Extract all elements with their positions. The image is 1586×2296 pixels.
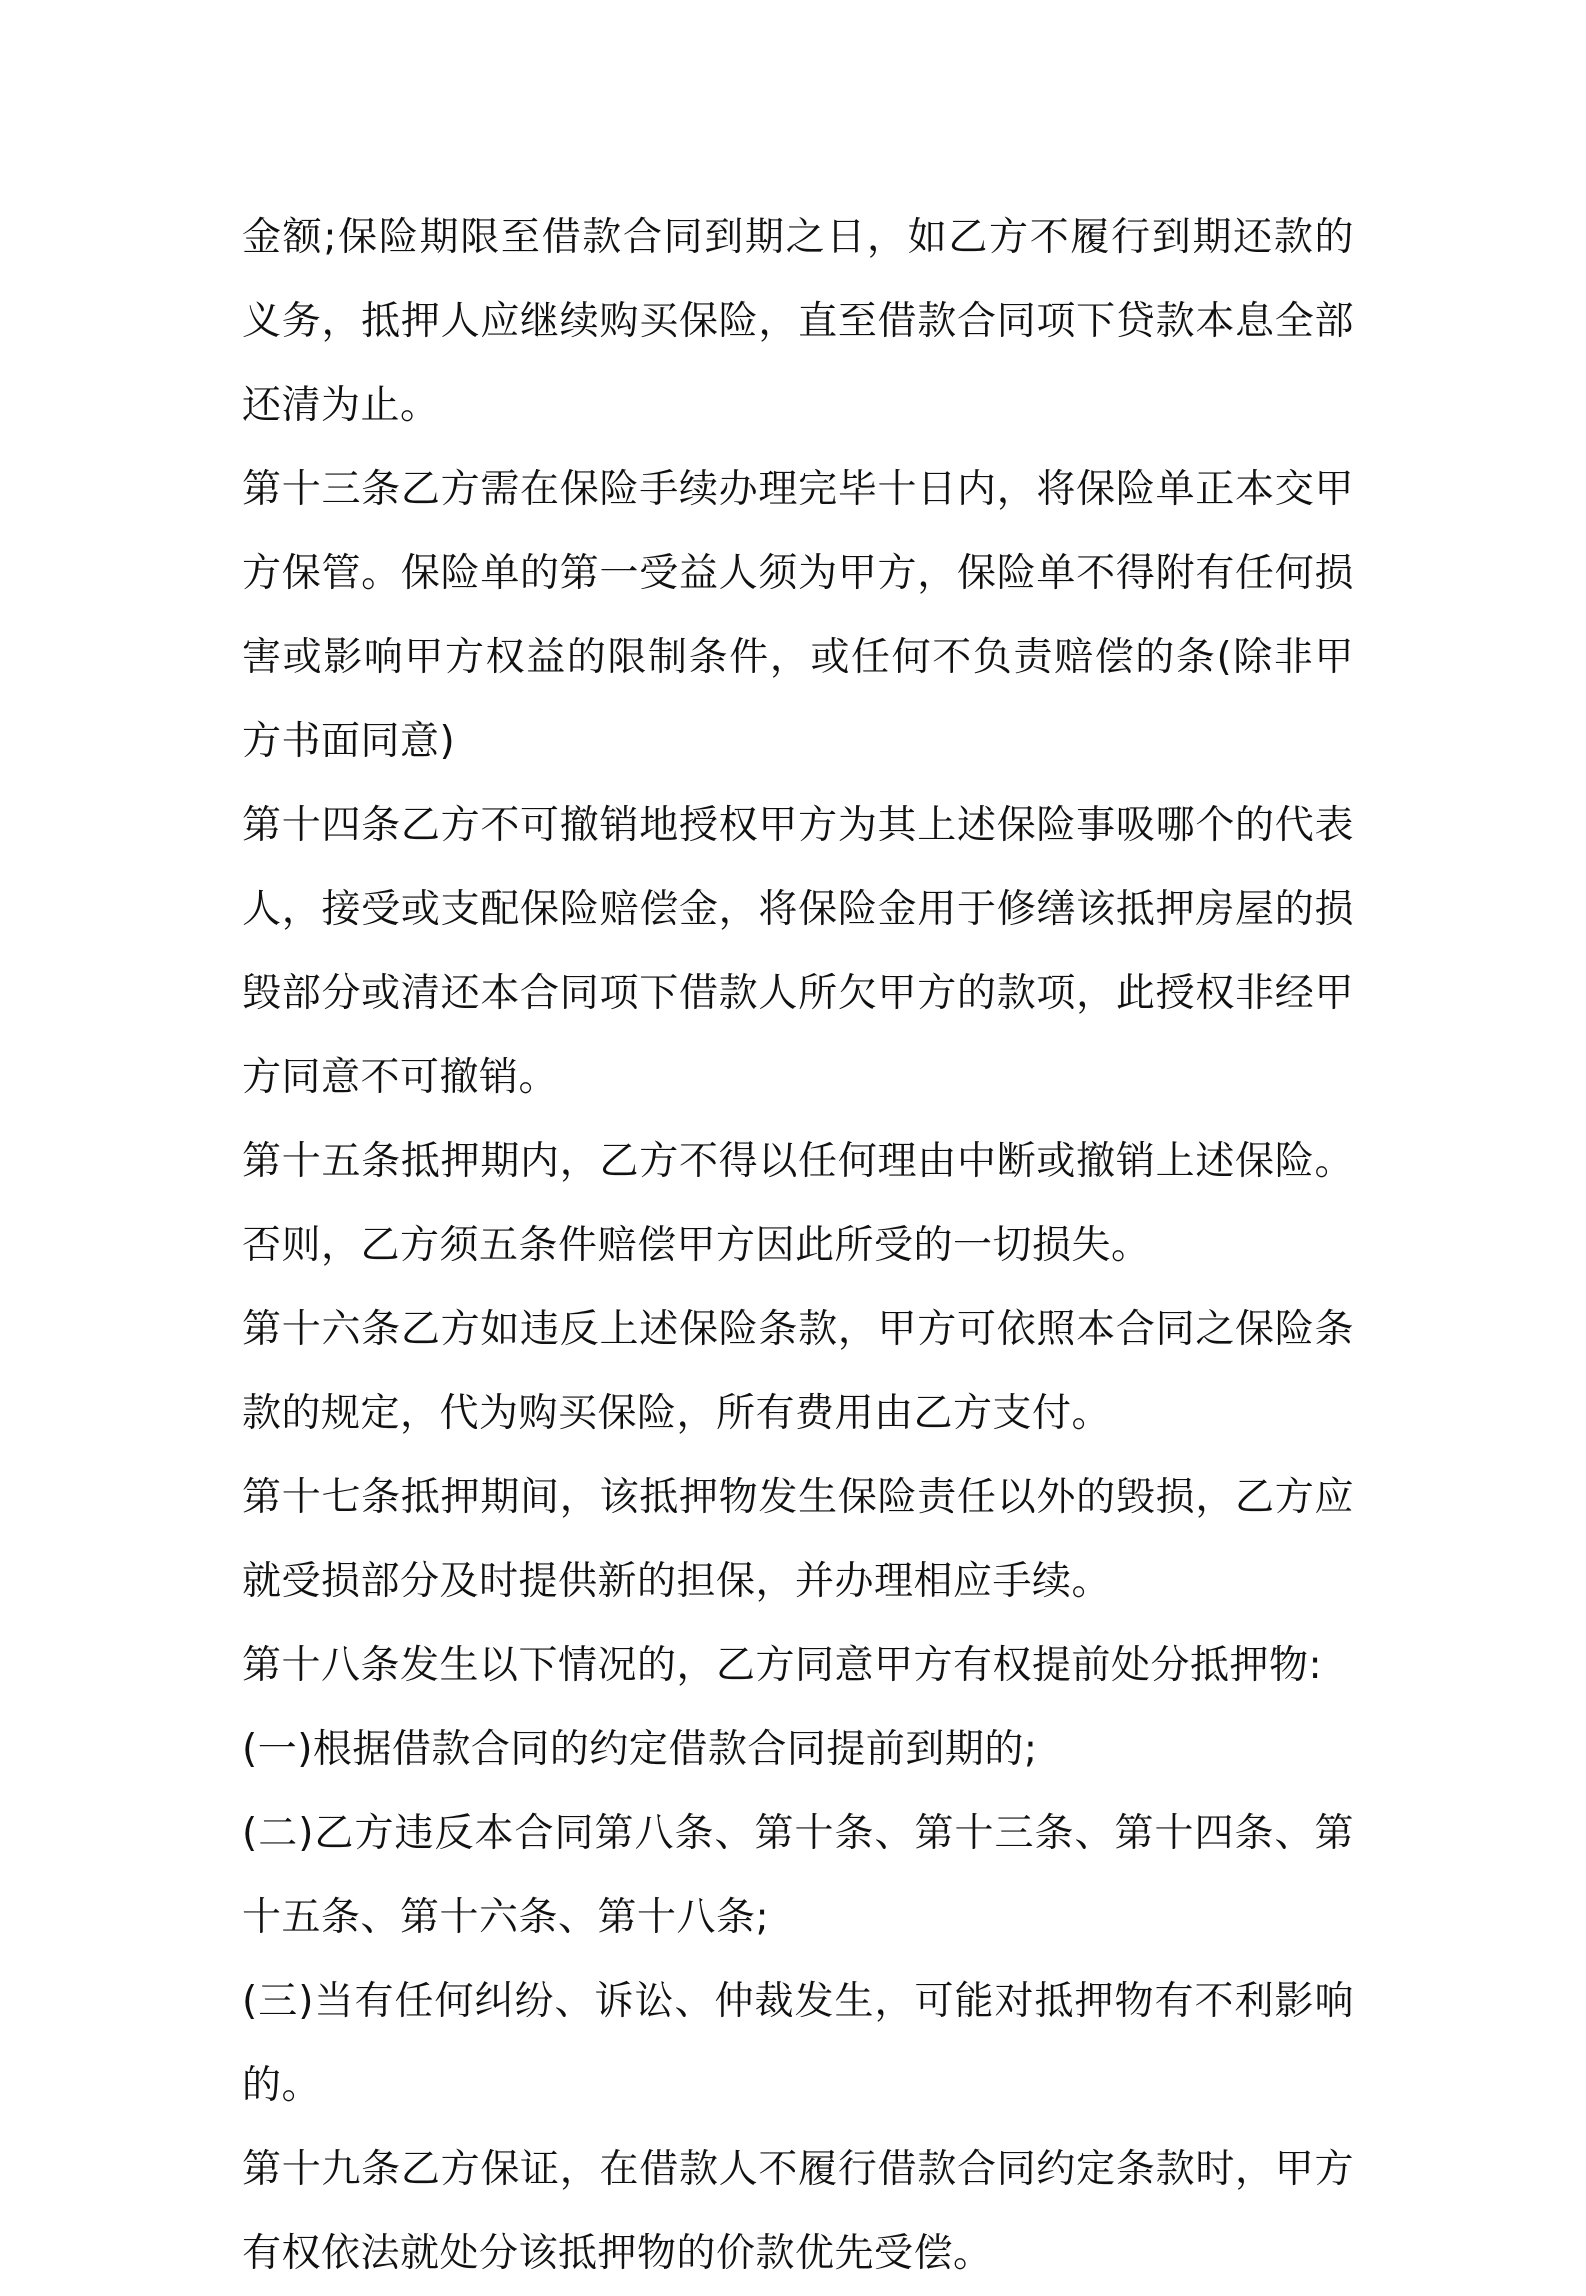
list-item-18-2: (二)乙方违反本合同第八条、第十条、第十三条、第十四条、第十五条、第十六条、第十八条; bbox=[242, 1811, 1354, 1940]
paragraph-article-16: 第十六条乙方如违反上述保险条款，甲方可依照本合同之保险条款的规定，代为购买保险，所有费用由乙方支付。 bbox=[242, 1307, 1354, 1436]
paragraph-article-15: 第十五条抵押期内，乙方不得以任何理由中断或撤销上述保险。否则，乙方须五条件赔偿甲方因此所受的一切损失。 bbox=[242, 1139, 1354, 1268]
list-item-18-3: (三)当有任何纠纷、诉讼、仲裁发生，可能对抵押物有不利影响的。 bbox=[242, 1979, 1354, 2108]
list-item-18-1: (一)根据借款合同的约定借款合同提前到期的; bbox=[242, 1727, 1038, 1772]
paragraph-article-13: 第十三条乙方需在保险手续办理完毕十日内，将保险单正本交甲方保管。保险单的第一受益人须为甲方，保险单不得附有任何损害或影响甲方权益的限制条件，或任何不负责赔偿的条(除非甲方书面同意) bbox=[242, 467, 1354, 764]
paragraph-article-19: 第十九条乙方保证，在借款人不履行借款合同约定条款时，甲方有权依法就处分该抵押物的价款优先受偿。 bbox=[242, 2147, 1354, 2276]
paragraph-article-17: 第十七条抵押期间，该抵押物发生保险责任以外的毁损，乙方应就受损部分及时提供新的担保，并办理相应手续。 bbox=[242, 1475, 1354, 1604]
paragraph-insurance-term: 金额;保险期限至借款合同到期之日，如乙方不履行到期还款的义务，抵押人应继续购买保险，直至借款合同项下贷款本息全部还清为止。 bbox=[242, 215, 1354, 428]
document-body bbox=[242, 196, 1354, 2296]
paragraph-article-18: 第十八条发生以下情况的，乙方同意甲方有权提前处分抵押物: bbox=[242, 1643, 1323, 1688]
paragraph-article-14: 第十四条乙方不可撤销地授权甲方为其上述保险事吸哪个的代表人，接受或支配保险赔偿金，将保险金用于修缮该抵押房屋的损毁部分或清还本合同项下借款人所欠甲方的款项，此授权非经甲方同意不可撤销。 bbox=[242, 803, 1354, 1100]
